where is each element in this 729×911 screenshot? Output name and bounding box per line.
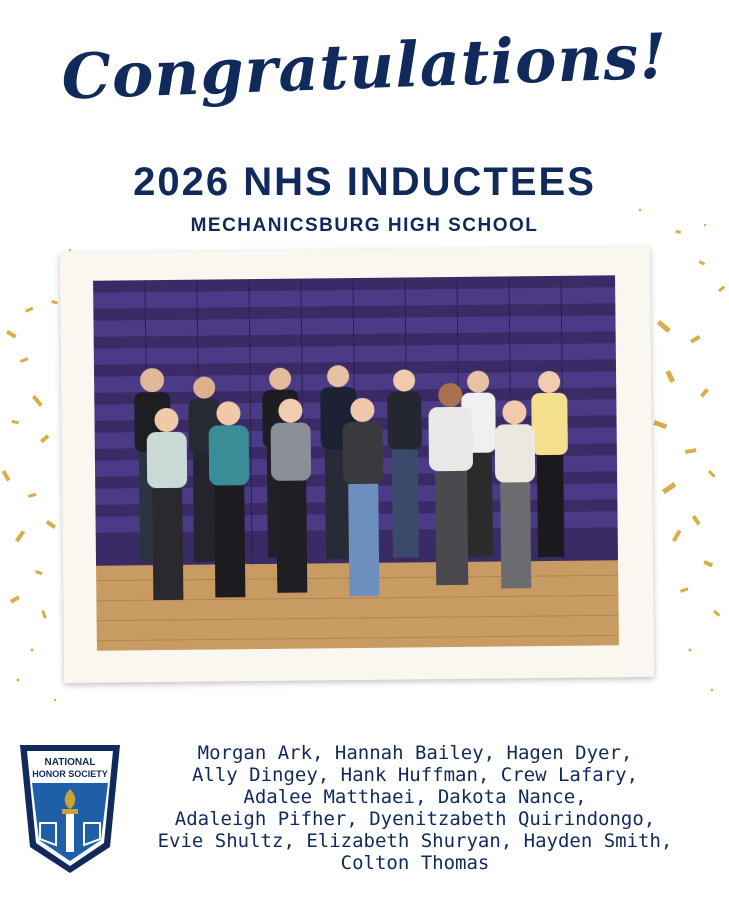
group-photo-icon — [93, 275, 619, 650]
logo-text-line2: HONOR SOCIETY — [32, 769, 108, 779]
inductee-line: Adalee Matthaei, Dakota Nance, — [243, 786, 587, 808]
inductee-line: Evie Shultz, Elizabeth Shuryan, Hayden Smith, — [157, 830, 673, 852]
inductee-list — [110, 742, 720, 874]
page-title: 2026 NHS INDUCTEES — [133, 160, 596, 204]
inductee-line: Morgan Ark, Hannah Bailey, Hagen Dyer, — [197, 742, 633, 764]
photo-frame — [60, 247, 654, 683]
logo-text-line1: NATIONAL — [44, 757, 96, 768]
group-photo — [93, 275, 619, 650]
inductee-line: Colton Thomas — [340, 852, 490, 874]
inductee-line: Adaleigh Pifher, Dyenitzabeth Quirindongo, — [174, 808, 656, 830]
inductee-line: Ally Dingey, Hank Huffman, Crew Lafary, — [191, 764, 639, 786]
congratulations-title: Congratulations! — [60, 19, 669, 114]
nhs-logo — [18, 743, 122, 875]
school-name: MECHANICSBURG HIGH SCHOOL — [190, 215, 539, 236]
